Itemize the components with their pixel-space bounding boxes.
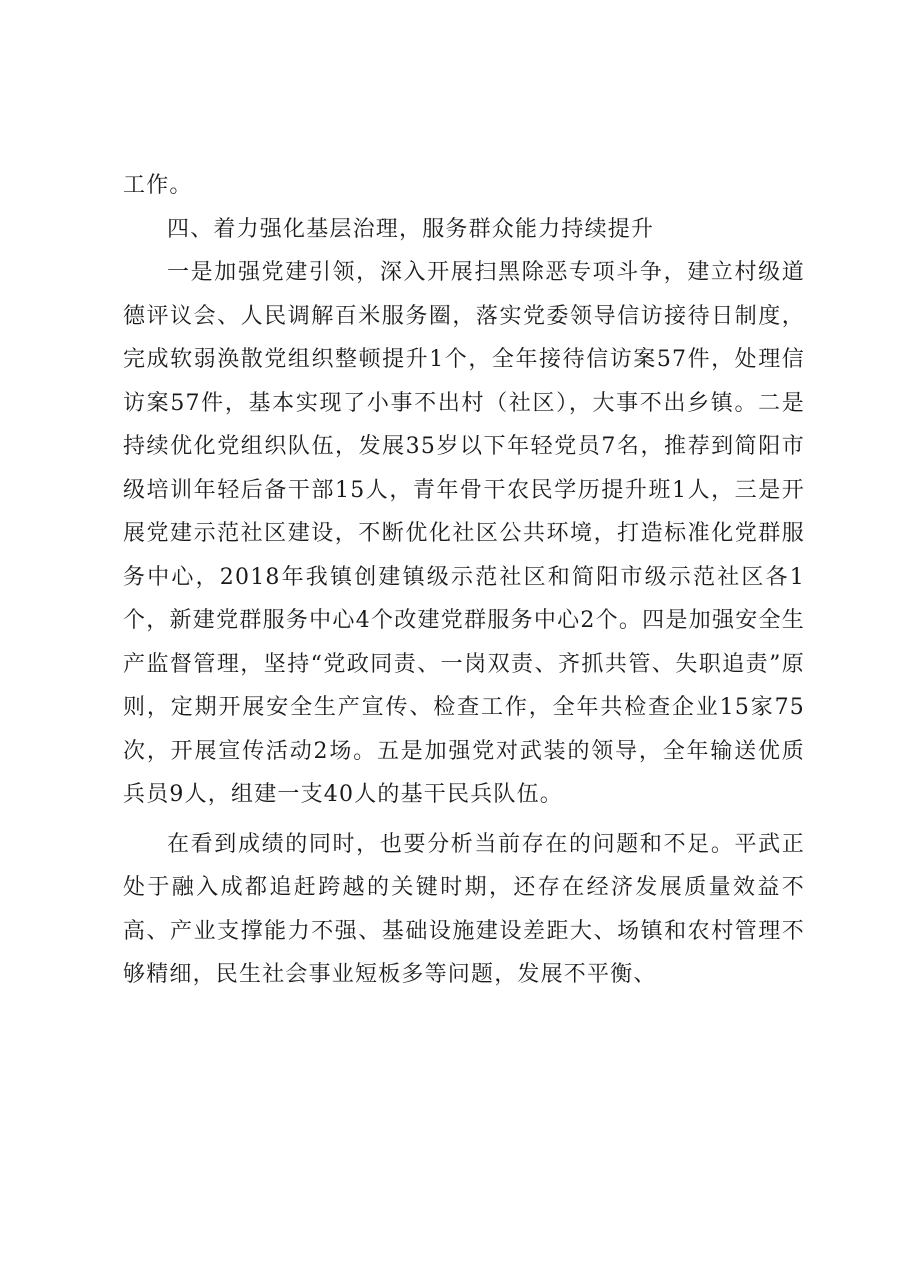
section-heading: 四、着力强化基层治理，服务群众能力持续提升 (167, 216, 655, 242)
body-paragraph-2: 在看到成绩的同时，也要分析当前存在的问题和不足。平武正处于融入成都追赶跨越的关键时期，还存在经济发展质量效益不高、产业支撑能力不强、基础设施建设差距大、场镇和农村管理不够精细，民生社会事业短板多等问题，发展不平衡、 (123, 831, 805, 987)
document-body (123, 164, 805, 997)
continuation-text: 工作。 (123, 173, 193, 198)
body-paragraph-1: 一是加强党建引领，深入开展扫黑除恶专项斗争，建立村级道德评议会、人民调解百米服务圈，落实党委领导信访接待日制度，完成软弱涣散党组织整顿提升1个，全年接待信访案57件，处理信访案57件，基本实现了小事不出村（社区），大事不出乡镇。二是持续优化党组织队伍，发展35岁以下年轻党员7名，推荐到简阳市级培训年轻后备干部15人，青年骨干农民学历提升班1人，三是开展党建示范社区建设，不断优化社区公共环境，打造标准化党群服务中心，2018年我镇创建镇级示范社区和简阳市级示范社区各1个，新建党群服务中心4个改建党群服务中心2个。四是加强安全生产监督管理，坚持“党政同责、一岗双责、齐抓共管、失职追责”原则，定期开展安全生产宣传、检查工作，全年共检查企业15家75次，开展宣传活动2场。五是加强党对武装的领导，全年输送优质兵员9人，组建一支40人的基干民兵队伍。 (123, 260, 805, 807)
